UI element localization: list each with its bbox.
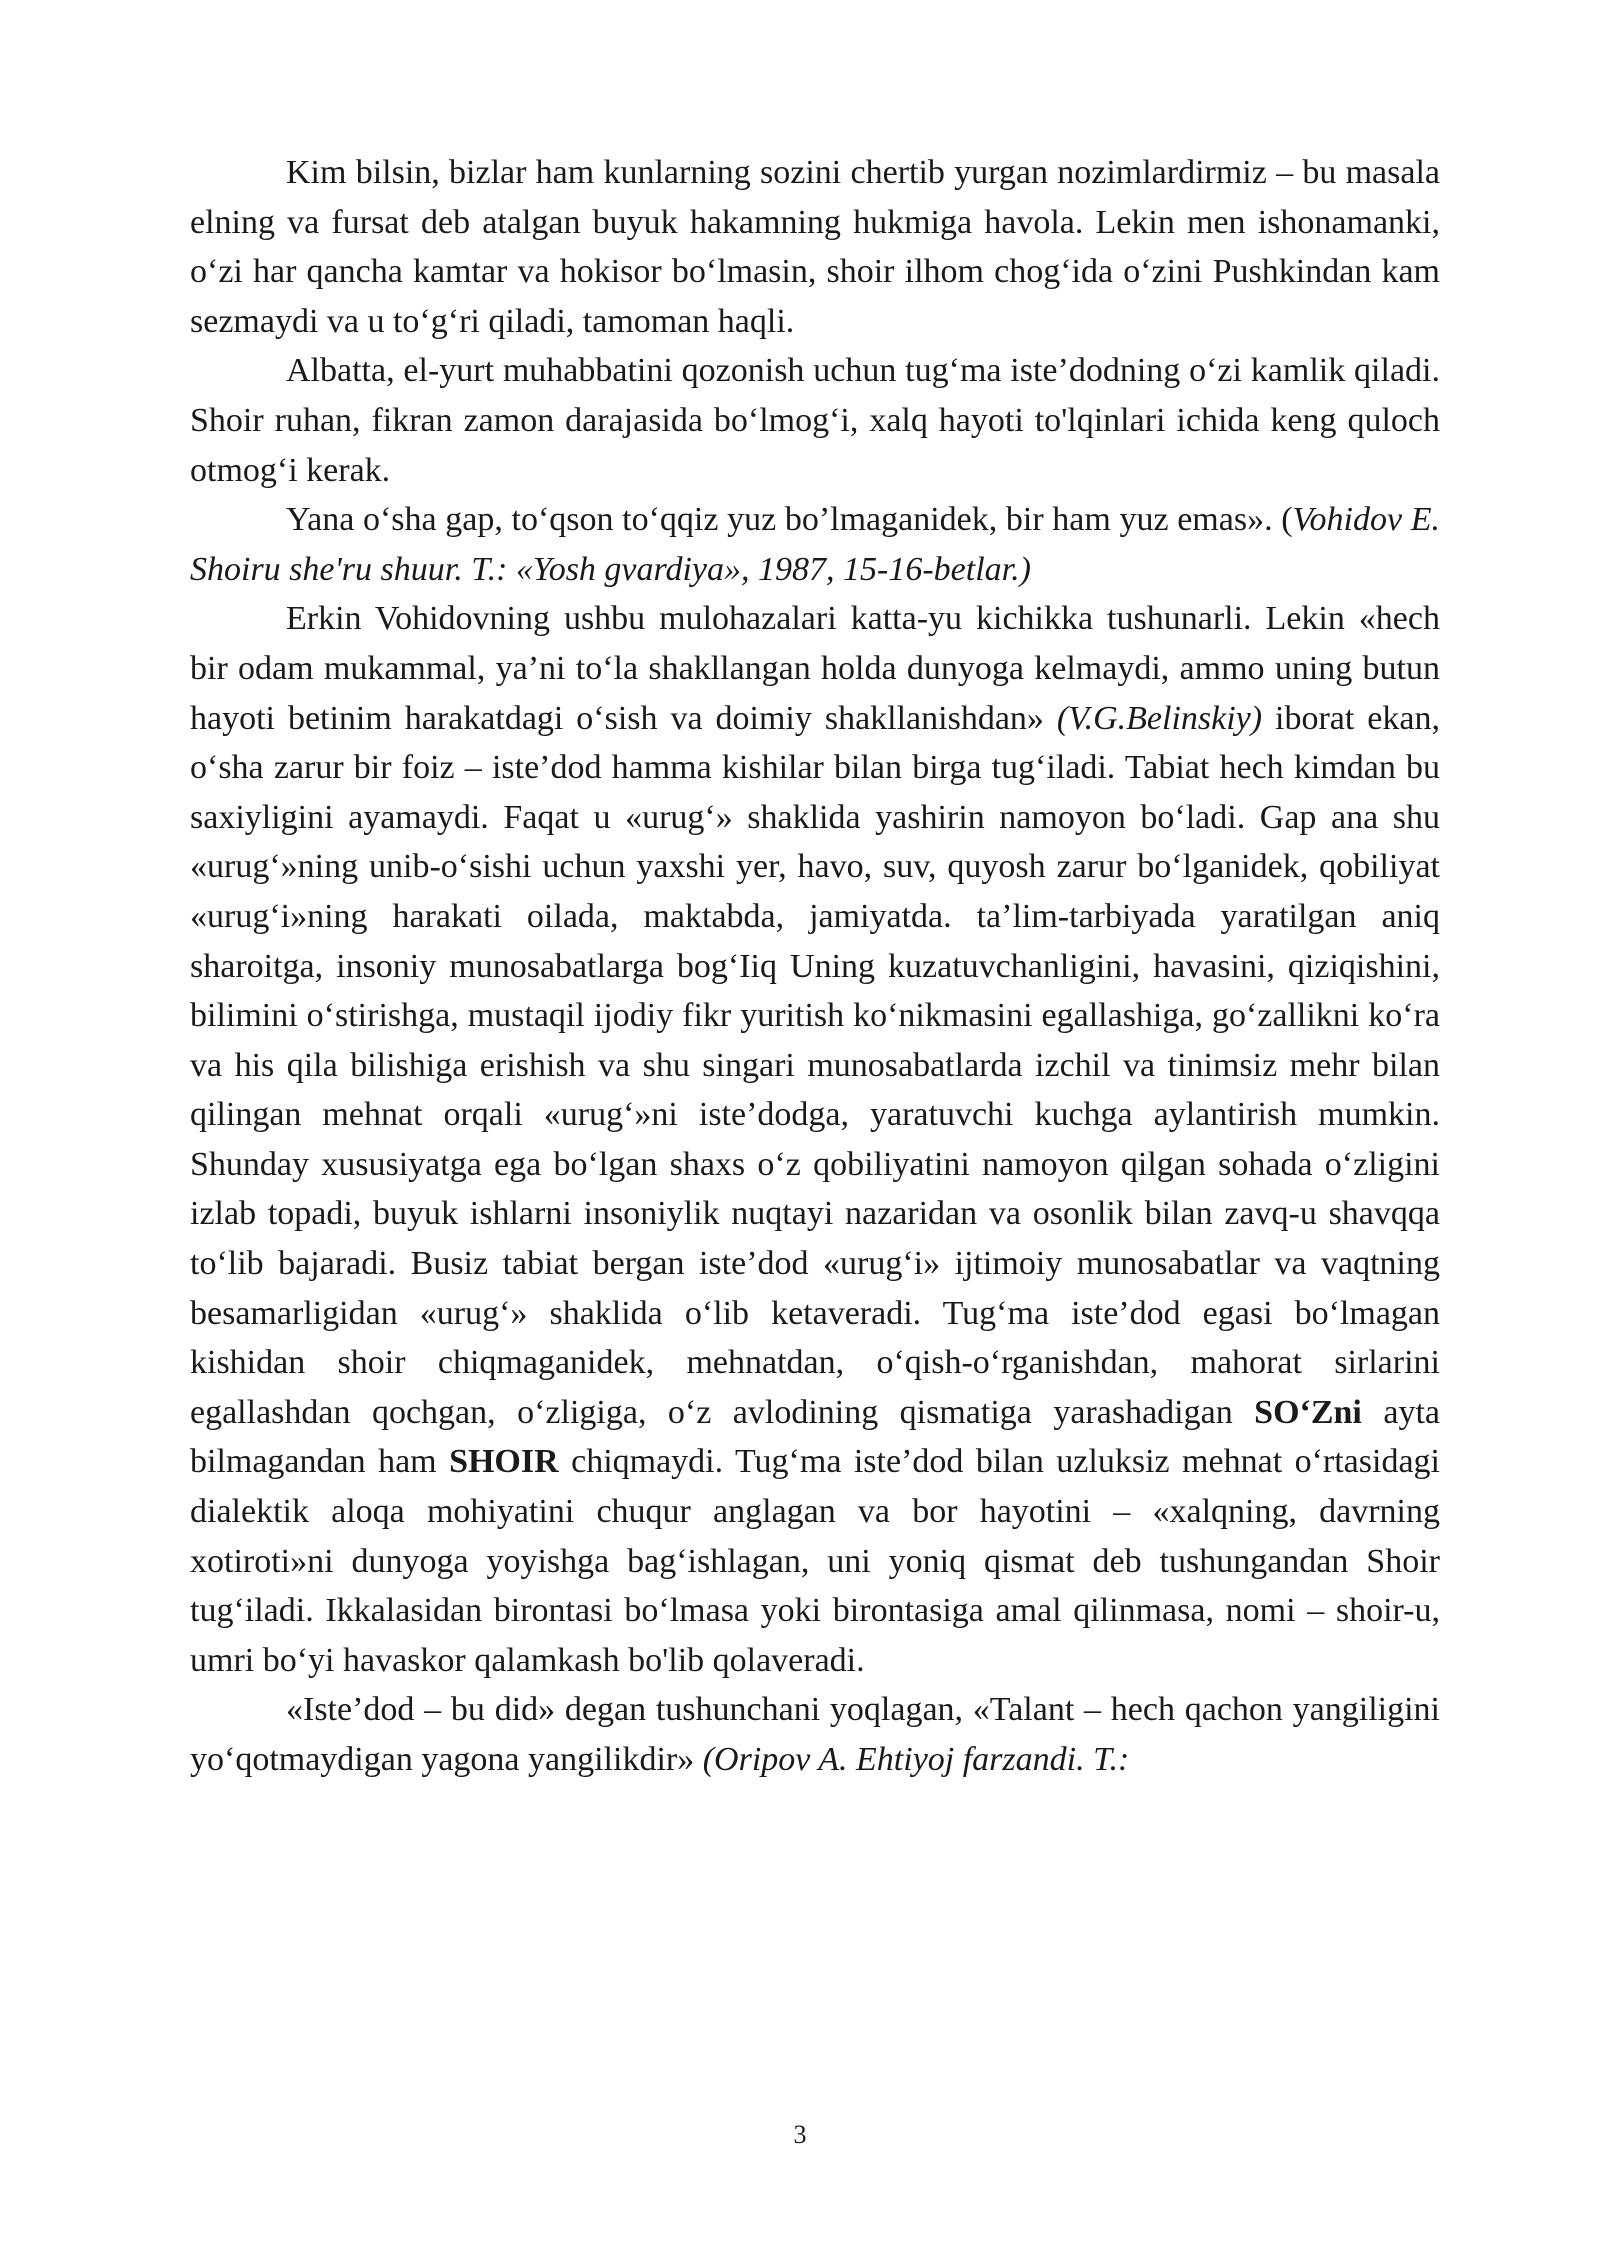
citation-oripov: (Oripov A. Ehtiyoj farzandi. T.: (702, 1741, 1130, 1778)
paragraph-1-text: Kim bilsin, bizlar ham kunlarning sozini chertib yurgan nozimlardirmiz – bu masala elning va fursat deb atalgan buyuk hakamning hukmiga havola. Lekin men ishonamanki, o‘zi har qancha kamtar va hokisor bo‘lmasin, shoir ilhom chog‘ida o‘zini Pushkindan kam sezmaydi va u to‘g‘ri qiladi, tamoman haqli. (190, 154, 1440, 340)
paragraph-3-text: Yana o‘sha gap, to‘qson to‘qqiz yuz bo’lmaganidek, bir ham yuz emas». (286, 501, 1273, 539)
paragraph-5-part-1: «Iste’dod – bu did» degan tushunchani yoqlagan, «Talant – hech qachon yangiligini yo‘qotmaydigan yagona yangilikdir» (190, 1691, 1440, 1778)
paragraph-4 (190, 594, 1440, 1685)
citation-open-paren: ( (1272, 501, 1293, 539)
paragraph-4-part-2: iborat ekan, o‘sha zarur bir foiz – iste’dod hamma kishilar bilan birga tug‘iladi. Tabiat hech kimdan bu saxiyligini ayamaydi. Faqat u «urug‘» shaklida yashirin namoyon bo‘ladi. Gap ana shu «urug‘»ning unib-o‘sishi uchun yaxshi yer, havo, suv, quyosh zarur bo‘lganidek, qobiliyat «urug‘i»ning harakati oilada, maktabda, jamiyatda. ta’lim-tarbiyada yaratilgan aniq sharoitga, insoniy munosabatlarga bog‘Iiq Uning kuzatuvchanligini, havasini, qiziqishini, bilimini o‘stirishga, mustaqil ijodiy fikr yuritish ko‘nikmasini egallashiga, go‘zallikni ko‘ra va his qila bilishiga erishish va shu singari munosabatlarda izchil va tinimsiz mehr bilan qilingan mehnat orqali «urug‘»ni iste’dodga, yaratuvchi kuchga aylantirish mumkin. Shunday xususiyatga ega bo‘lgan shaxs o‘z qobiliyatini namoyon qilgan sohada o‘zligini izlab topadi, buyuk ishlarni insoniylik nuqtayi nazaridan va osonlik bilan zavq-u shavqqa to‘lib bajaradi. Busiz tabiat bergan iste’dod «urug‘i» ijtimoiy munosabatlar va vaqtning besamarligidan «urug‘» shaklida o‘lib ketaveradi. Tug‘ma iste’dod egasi bo‘lmagan kishidan shoir chiqmaganidek, mehnatdan, o‘qish-o‘rganishdan, mahorat sirlarini egallashdan qochgan, o‘zligiga, o‘z avlodining qismatiga yarashadigan (190, 699, 1440, 1431)
paragraph-3 (190, 495, 1440, 594)
document-page (190, 148, 1440, 1785)
citation-belinskiy: (V.G.Belinskiy) (1056, 699, 1263, 737)
paragraph-2-text: Albatta, el-yurt muhabbatini qozonish uchun tug‘ma iste’dodning o‘zi kamlik qiladi. Shoir ruhan, fikran zamon darajasida bo‘lmog‘i, xalq hayoti to'lqinlari ichida keng quloch otmog‘i kerak. (190, 352, 1440, 489)
paragraph-5 (190, 1685, 1440, 1784)
bold-term-sozni: SO‘Zni (1254, 1393, 1362, 1431)
paragraph-1 (190, 148, 1440, 346)
paragraph-4-part-1: Erkin Vohidovning ushbu mulohazalari katta-yu kichikka tushunarli. Lekin «hech bir odam mukammal, ya’ni to‘la shakllangan holda dunyoga kelmaydi, ammo uning butun hayoti betinim harakatdagi o‘sish va doimiy shakllanishdan» (190, 600, 1440, 737)
page-number: 3 (793, 2120, 807, 2149)
paragraph-4-part-4: chiqmaydi. Tug‘ma iste’dod bilan uzluksiz mehnat o‘rtasidagi dialektik aloqa mohiyatini chuqur anglagan va bor hayotini – «xalqning, davrning xotiroti»ni dunyoga yoyishga bag‘ishlagan, uni yoniq qismat deb tushungandan Shoir tug‘iladi. Ikkalasidan birontasi bo‘lmasa yoki birontasiga amal qilinmasa, nomi – shoir-u, umri bo‘yi havaskor qalamkash bo'lib qolaveradi. (190, 1443, 1440, 1679)
citation-vohidov: Vohidov E. Shoiru she'ru shuur. T.: «Yosh gvardiya», 1987, 15-16-betlar.) (190, 501, 1440, 588)
paragraph-4-part-3: ayta bilmagandan ham (190, 1393, 1440, 1481)
bold-term-shoir: SHOIR (449, 1443, 559, 1481)
paragraph-2 (190, 346, 1440, 495)
